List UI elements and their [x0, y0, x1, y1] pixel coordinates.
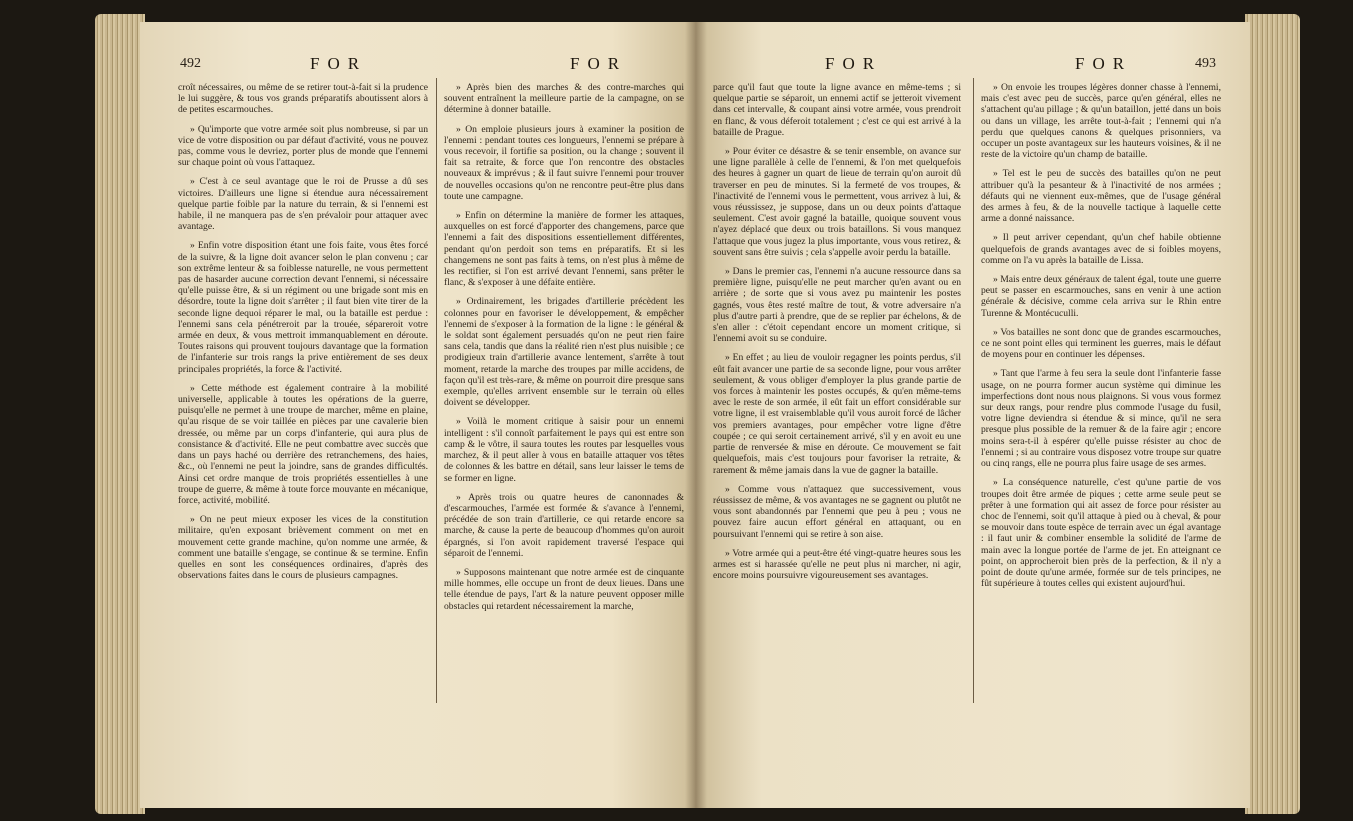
right-page	[695, 22, 1250, 808]
paragraph: » Voilà le moment critique à saisir pour un ennemi intelligent : s'il connoît parfaitement le pays qui est entre son camp & le vôtre, il saura toutes les routes par lesquelles vous marchez, & il peut aller à vous en bataille attaquer vos têtes de colonnes & les battre en détail, sans leur laisser le tems de se former en ligne.	[444, 416, 684, 484]
paragraph: » En effet ; au lieu de vouloir regagner les points perdus, s'il eût fait avancer une partie de sa seconde ligne, pour vous arrêter seulement, & vous obliger d'employer la plus grande partie de vos forces à maintenir les postes occupés, & qu'en même-tems avec le reste de son armée, il eût fait un effort considérable sur votre ligne, il est vraisemblable qu'il vous auroit forcé de lâcher vos premiers avantages, pour empêcher votre ligne d'être coupée ; ce qui seroit certainement arrivé, s'il y en avoit eu une partie de renversée & mise en déroute. Ce mouvement se fait quelquefois, mais c'est toujours pour favoriser la retraite, & rarement & même jamais dans la vue de gagner la bataille.	[713, 352, 961, 476]
paragraph: » Vos batailles ne sont donc que de grandes escarmouches, ce ne sont point elles qui terminent les guerres, mais le défaut de moyens pour en continuer les dépenses.	[981, 326, 1221, 361]
left-page	[140, 22, 695, 808]
left-page-column-2	[444, 82, 684, 620]
paragraph: » Dans le premier cas, l'ennemi n'a aucune ressource dans sa première ligne, puisqu'elle ne peut marcher qu'en avant ou en arrière ; de sorte que si vous avez pu maintenir les postes gagnés, vous êtes resté maître de tout, & votre adversaire n'a plus d'autre parti à prendre, que de se replier par échelons, & de s'en aller : c'étoit cependant encore un moment critique, si l'ennemi avoit su se conduire.	[713, 266, 961, 345]
paragraph: » Cette méthode est également contraire à la mobilité universelle, applicable à toutes les opérations de la guerre, puisqu'elle ne permet à une troupe de marcher, même en plaine, qu'au risque de se voir taillée en pièces par une cavalerie bien dressée, ou même par un corps d'infanterie, qui aura plus de consistance & d'activité. Elle ne peut combattre avec succès que dans un pays haché ou derrière des retranchemens, des haies, &c., où l'ennemi ne peut la joindre, sans de grandes difficultés. Ainsi cet ordre manque de trois propriétés essentielles à une troupe de guerre, & même à toute force mouvante en mécanique, force, activité, mobilité.	[178, 382, 428, 506]
paragraph: » Tant que l'arme à feu sera la seule dont l'infanterie fasse usage, on ne pourra former aucun système qui diminue les imperfections dont nous nous plaignons. Si vous vous formez sur deux rangs, pour rendre plus commode l'usage du fusil, votre ligne deviendra si étendue & si mince, qu'il ne sera presque plus possible de la remuer & de la faire agir ; encore moins sera-t-il à espérer qu'elle puisse résister au choc de l'ennemi ; si au contraire vous disposez votre troupe sur quatre ou cinq rangs, elle ne pourra plus faire usage de ses armes.	[981, 368, 1221, 470]
paragraph: » La conséquence naturelle, c'est qu'une partie de vos troupes doit être armée de piques ; cette arme seule peut se prêter à une formation qui ait assez de force pour résister au choc de l'ennemi, soit qu'il attaque à pied ou à cheval, & pour se mouvoir dans toute espèce de terrain avec un égal avantage : il faut unir & combiner ensemble la solidité de l'arme de main avec la longue portée de l'arme de jet. En atteignant ce point, on approcheroit bien près de la perfection, & il n'y a point de doute qu'une armée, formée sur de tels principes, ne fût supérieure à toutes celles qui existent aujourd'hui.	[981, 477, 1221, 590]
paragraph: » Il peut arriver cependant, qu'un chef habile obtienne quelquefois de grands avantages avec de si foibles moyens, comme on l'a vu après la bataille de Lissa.	[981, 232, 1221, 266]
left-page-number: 492	[180, 56, 201, 71]
column-divider	[436, 78, 437, 703]
left-page-header-2: FOR	[570, 54, 628, 73]
left-page-edges	[95, 14, 145, 814]
right-page-header-left: FOR	[825, 54, 883, 73]
paragraph: » Après bien des marches & des contre-marches qui souvent entraînent la meilleure partie de la campagne, on se détermine à donner bataille.	[444, 82, 684, 116]
left-page-header: FOR	[310, 54, 368, 73]
paragraph: » Supposons maintenant que notre armée est de cinquante mille hommes, elle occupe un front de deux lieues. Dans une telle étendue de pays, l'art & la nature peuvent opposer mille obstacles qui retardent nécessairement la marche,	[444, 566, 684, 612]
right-page-column-1	[713, 82, 961, 589]
paragraph: » Mais entre deux généraux de talent égal, toute une guerre peut se passer en escarmouches, sans en venir à une action générale & décisive, comme cela arriva sur le Rhin entre Turenne & Montécuculli.	[981, 274, 1221, 319]
right-page-column-2	[981, 82, 1221, 597]
paragraph: » Enfin votre disposition étant une fois faite, vous êtes forcé de la suivre, & la ligne doit avancer selon le plan convenu ; car son extrême lenteur & sa foiblesse naturelle, ne vous permettent pas de hasarder aucune correction devant l'ennemi, si nécessaire qu'elle puisse être, & si un régiment ou une brigade sont mis en désordre, toute la ligne doit s'arrêter ; il faut bien vite tirer de la seconde ligne dequoi réparer le mal, ou la bataille est perdue : l'ennemi sans cela pénétreroit par la trouée, sépareroit votre armée en deux, & vous mettroit immanquablement en déroute. Toutes raisons qui prouvent toujours davantage que la formation de l'infanterie sur trois rangs la prive entièrement de ses deux principales propriétés, la force & l'activité.	[178, 240, 428, 375]
paragraph: » Tel est le peu de succès des batailles qu'on ne peut attribuer qu'à la pesanteur & à l'inactivité de nos armées ; défauts qui ne viennent eux-mêmes, que de l'usage général des armes à feu, & de la nouvelle tactique à laquelle cette arme a donné naissance.	[981, 168, 1221, 225]
open-book	[95, 14, 1300, 814]
right-page-number: 493	[1195, 56, 1216, 71]
paragraph: » Comme vous n'attaquez que successivement, vous réussissez de même, & vos avantages ne se gagnent ou plutôt ne vous sont abandonnés par l'ennemi que peu à peu ; vous ne pouvez faire aucun effort général en attaquant, ou en poursuivant l'ennemi qui se retire à son aise.	[713, 483, 961, 540]
right-page-header: FOR	[1075, 54, 1133, 73]
paragraph: » On ne peut mieux exposer les vices de la constitution militaire, qu'en exposant brièvement comment on met en mouvement cette grande machine, qu'on nomme une armée, & comment une bataille s'engage, se continue & se termine. Enfin quelles en sont les conséquences ordinaires, d'après des observations faites dans le cours de plusieurs campagnes.	[178, 514, 428, 582]
paragraph: croît nécessaires, ou même de se retirer tout-à-fait si la prudence le lui suggère, & tous vos grands préparatifs aboutissent alors à de petites escarmouches.	[178, 82, 428, 116]
paragraph: » Ordinairement, les brigades d'artillerie précèdent les colonnes pour en favoriser le développement, & empêcher l'ennemi de s'exposer à la formation de la ligne : le général & le soldat sont également persuadés qu'on ne peut rien faire sans cela, tandis que dans la réalité rien n'est plus nuisible ; ce prodigieux train d'artillerie avance lentement, s'arrête à tout moment, retarde la marche des troupes par mille accidens, de façon qu'il est très-rare, & même on pourroit dire presque sans exemple, qu'elles arrivent ensemble sur le terrain où elles doivent se développer.	[444, 296, 684, 409]
right-page-edges	[1245, 14, 1300, 814]
left-page-column-1	[178, 82, 428, 589]
paragraph: parce qu'il faut que toute la ligne avance en même-tems ; si quelque partie se séparoit, un ennemi actif se jetteroit vivement dans cet intervalle, & coupant ainsi votre armée, vous prendroit en flanc, & vous déferoit totalement ; c'est ce qui est arrivé à la bataille de Prague.	[713, 82, 961, 138]
column-divider	[973, 78, 974, 703]
paragraph: » Après trois ou quatre heures de canonnades & d'escarmouches, l'armée est formée & s'avance à l'ennemi, précédée de son train d'artillerie, ce qui retarde encore sa marche, & cause la perte de beaucoup d'hommes qu'on auroit épargnés, si l'on avoit rapidement traversé l'espace qui séparoit de l'ennemi.	[444, 491, 684, 559]
paragraph: » Votre armée qui a peut-être été vingt-quatre heures sous les armes est si harassée qu'elle ne peut plus ni marcher, ni agir, encore moins poursuivre vigoureusement ses avantages.	[713, 547, 961, 582]
paragraph: » Enfin on détermine la manière de former les attaques, auxquelles on est forcé d'apporter des changemens, parce que l'ennemi a fait des dispositions essentiellement différentes, pendant qu'on perdoit son tems en préparatifs. Et si les changemens ne sont pas faits à tems, on n'est plus à même de les rectifier, si l'on est arrivé devant l'ennemi, sans prêter le flanc, & s'exposer à une défaite entière.	[444, 210, 684, 289]
paragraph: » On emploie plusieurs jours à examiner la position de l'ennemi : pendant toutes ces longueurs, l'ennemi se prépare à vous recevoir, il fortifie sa position, ou la change ; souvent il fait sa retraite, & force que l'on rencontre des obstacles nouveaux & imprévus ; & il faut suivre l'ennemi pour trouver de nouvelles occasions qu'on ne rencontre peut-être plus dans toute une campagne.	[444, 123, 684, 202]
paragraph: » Qu'importe que votre armée soit plus nombreuse, si par un vice de votre disposition ou par défaut d'activité, vous ne pouvez pas, comme vous le devriez, porter plus de monde que l'ennemi sur chaque point où vous l'attaquez.	[178, 123, 428, 169]
paragraph: » C'est à ce seul avantage que le roi de Prusse a dû ses victoires. D'ailleurs une ligne si étendue aura nécessairement quelque partie foible par la nature du terrain, & si l'ennemi est habile, il ne manquera pas de s'en prévaloir pour attaquer avec avantage.	[178, 176, 428, 233]
paragraph: » Pour éviter ce désastre & se tenir ensemble, on avance sur une ligne parallèle à celle de l'ennemi, & l'on met quelquefois des heures à gagner un quart de lieue de terrain qu'on auroit dû traverser en peu de minutes. Si la fermeté de vos troupes, & l'inactivité de l'ennemi vous le permettent, vous arrivez à lui, & vous réussissez, je suppose, dans un ou deux points d'attaque seulement. C'est avoir gagné la bataille, quoique souvent vous n'ayez déplacé que deux ou trois bataillons. Si vous manquez l'attaque que vous jugez la plus importante, vous vous retirez, & souvent sans être suivis ; cela s'appelle avoir perdu la bataille.	[713, 146, 961, 258]
paragraph: » On envoie les troupes légères donner chasse à l'ennemi, mais c'est avec peu de succès, parce qu'en général, elles ne s'attachent qu'au pillage ; & qu'un bataillon, jetté dans un bois ou dans un village, les arrête tout-à-fait ; l'ennemi qui n'a perdu que quelques canons & quelques prisonniers, va occuper un poste avantageux sur les hauteurs voisines, & il ne reste de la victoire qu'un champ de bataille.	[981, 82, 1221, 161]
book-gutter	[685, 22, 707, 808]
